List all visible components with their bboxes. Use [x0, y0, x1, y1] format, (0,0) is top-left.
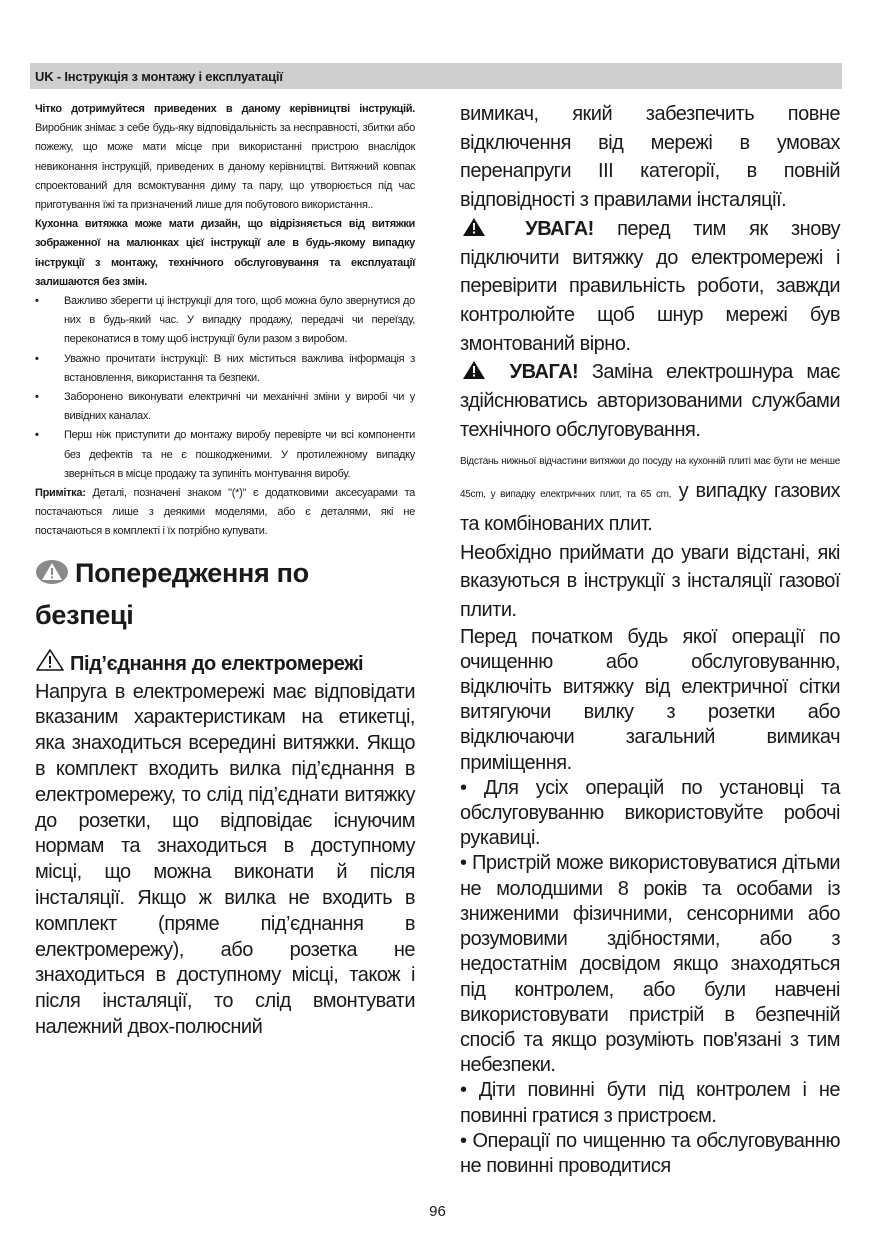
- note-text: Деталі, позначені знаком "(*)" є додатковими аксесуарами та постачаються лише з деякими моделями, або є деталями, які не постачаються в комплекті і їх потрібно купувати.: [35, 487, 415, 538]
- gloves-paragraph: • Для усіх операцій по установці та обслуговуванню використовуйте робочі рукавиці.: [460, 776, 840, 850]
- bullet-icon: •: [35, 391, 39, 404]
- page-header: [30, 63, 842, 89]
- instruction-bullet-list: [35, 292, 415, 484]
- list-item: • Перш ніж приступити до монтажу виробу перевірте чи всі компоненти без дефектів та не є пошкодженими. У протилежному випадку зверніться в місце продажу та зупиніть монтування виробу.: [35, 426, 415, 484]
- list-item: • Уважно прочитати інструкції: В них міститься важлива інформація з встановлення, використання та безпеки.: [35, 350, 415, 388]
- right-column: [460, 100, 840, 1179]
- children-paragraph: • Пристрій може використовуватися дітьми не молодшими 8 років та особами із зниженими фізичними, сенсорними або розумовими здібностями, або з недостатнім досвідом якщо знаходяться під контролем, або були навчені використовувати пристрій в безпечній спосіб та якщо розуміють пов'язані з тим небезпеки.: [460, 852, 840, 1077]
- design-paragraph: Кухонна витяжка може мати дизайн, що відрізняється від витяжки зображенної на малюнках цієї інструкції але в будь-якому випадку інструкції з монтажу, технічного обслуговування та експлуатації залишаются без змін.: [35, 218, 415, 288]
- play-paragraph: • Діти повинні бути під контролем і не повинні гратися з пристроєм.: [460, 1079, 840, 1127]
- note-paragraph: [35, 484, 415, 542]
- safety-heading-line2: безпеці: [35, 599, 134, 630]
- left-column: [35, 100, 415, 1041]
- list-item: • Важливо зберегти ці інструкції для того, щоб можна було звернутися до них в будь-який час. У випадку продажу, передачі чи переїзду, переконатися в тому щоб інструкції були разом з виробом.: [35, 292, 415, 350]
- list-item: • Заборонено виконувати електричні чи механічні зміни у виробі чи у вивідних каналах.: [35, 388, 415, 426]
- bullet-icon: •: [35, 429, 39, 442]
- header-title: - Інструкція з монтажу і експлуатації: [56, 69, 283, 84]
- note-label: Примітка:: [35, 487, 86, 500]
- distance-paragraph: [460, 444, 840, 538]
- warning-label-2: УВАГА!: [509, 361, 579, 384]
- intro-paragraph: [35, 100, 415, 215]
- distance-small-text: Відстань нижньої відчастини витяжки до посуду на кухонній плиті має бути не менше 45cm, у випадку електричних плит, та 65 cm,: [460, 456, 840, 501]
- warning-triangle-icon: [460, 218, 525, 240]
- bullet-icon: •: [35, 295, 39, 308]
- page-number: 96: [429, 1203, 446, 1220]
- distance-big-text: у випадку газових та комбінованих плит.: [460, 480, 840, 535]
- gas-note-paragraph: Необхідно приймати до уваги відстані, які вказуються в інструкції з інсталяції газової плити.: [460, 541, 840, 621]
- warning-label-1: УВАГА!: [525, 217, 594, 240]
- bullet-icon: •: [35, 352, 39, 365]
- warning-triangle-icon: [460, 361, 510, 383]
- header-lang: UK: [35, 69, 54, 84]
- warning-text-1: перед тим як знову підключити витяжку до електромережі і перевірити правильність роботи, завжди контролюйте щоб шнур мережі був змонтований вірно.: [460, 217, 841, 355]
- connection-heading-text: Під’єднання до електромережі: [70, 652, 364, 675]
- intro-bold: Чітко дотримуйтеся приведених в даному керівництві інструкцій.: [35, 103, 415, 115]
- warning-paragraph-1: [460, 215, 840, 359]
- warning-text-2: Заміна електрошнура має здійснюватись авторизованими службами технічного обслуговування.: [460, 361, 841, 441]
- connection-heading: [35, 648, 415, 680]
- warning-triangle-outline-icon: [35, 648, 65, 680]
- cleaning-paragraph: • Операції по чищенню та обслуговуванню не повинні проводитися: [460, 1129, 840, 1177]
- continuation-paragraph: вимикач, який забезпечить повне відключення від мережі в умовах перенапруги III категорії, в повній відповідності з правилами інсталяції.: [460, 103, 840, 212]
- disconnect-paragraph: Перед початком будь якої операції по очищенню або обслуговуванню, відключіть витяжку від електричної сітки витягуючи вилку з розетки або відключаючи загальний вимикач приміщення.: [460, 625, 840, 774]
- warning-paragraph-2: [460, 358, 840, 444]
- connection-paragraph: Напруга в електромережі має відповідати вказаним характеристикам на етикетці, яка знаходиться всередині витяжки. Якщо в комплект входить вилка під’єднання в електромережу, то слід під’єднати витяжку до розетки, що відповідає існуючим нормам та знаходиться в доступному місці, що можна виконати й після інсталяції. Якщо ж вилка не входить в комплект (пряме під’єднання в електромережу), або розетка не знаходиться в доступному місці, також і після інсталяції, то слід вмонтувати належний двох-полюсний: [35, 680, 415, 1039]
- safety-heading-line1: Попередження по: [75, 557, 309, 588]
- safety-heading: [35, 554, 415, 635]
- intro-text: Виробник знімає з себе будь-яку відповідальність за несправності, збитки або пожежу, що може мати місце при використанні пристрою внаслідок невиконання інструкцій, приведених в даному керівництві. Витяжний ковпак спроектований для всмоктування диму та пару, що утворюється під час приготування їжі та призначений лише для побутового використання..: [35, 122, 415, 212]
- warning-oval-icon: [35, 557, 69, 596]
